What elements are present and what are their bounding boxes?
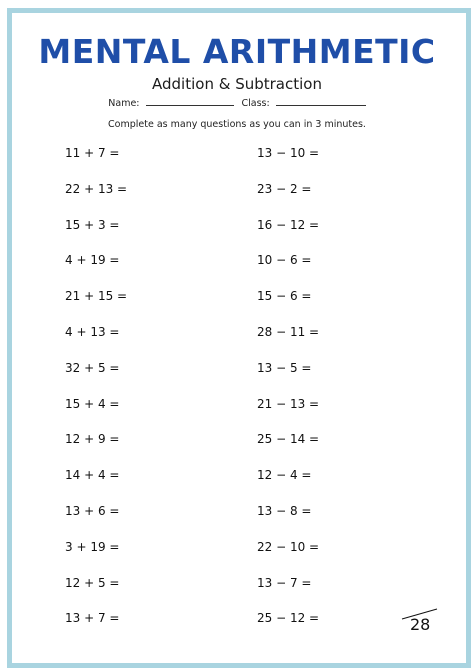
name-blank[interactable] (146, 96, 234, 106)
score-box (400, 603, 440, 635)
question: 14 + 4 = (65, 468, 120, 483)
question: 23 − 2 = (257, 181, 312, 196)
question: 12 − 4 = (257, 468, 312, 483)
question: 13 + 7 = (65, 611, 120, 626)
instructions: Complete as many questions as you can in 3 minutes. (108, 119, 366, 130)
score-total: 28 (410, 615, 431, 634)
question: 13 − 7 = (257, 575, 312, 590)
question: 25 − 14 = (257, 432, 320, 447)
class-label: Class: (241, 98, 270, 109)
addition-column (65, 141, 225, 642)
question: 13 + 6 = (65, 503, 120, 518)
question: 25 − 12 = (257, 611, 320, 626)
question: 32 + 5 = (65, 360, 120, 375)
question: 13 − 5 = (257, 360, 312, 375)
question: 21 + 15 = (65, 289, 128, 304)
name-label: Name: (108, 98, 140, 109)
question: 28 − 11 = (257, 324, 320, 339)
question: 11 + 7 = (65, 146, 120, 160)
question: 21 − 13 = (257, 396, 320, 411)
question: 15 + 4 = (65, 396, 120, 411)
question: 22 − 10 = (257, 539, 320, 554)
question: 13 − 10 = (257, 146, 320, 160)
question: 16 − 12 = (257, 217, 320, 232)
question: 4 + 19 = (65, 253, 120, 268)
worksheet-subtitle: Addition & Subtraction (152, 75, 322, 93)
class-blank[interactable] (276, 96, 366, 106)
question: 4 + 13 = (65, 324, 120, 339)
question: 13 − 8 = (257, 503, 312, 518)
question: 10 − 6 = (257, 253, 312, 268)
name-class-line (0, 96, 474, 111)
question: 12 + 9 = (65, 432, 120, 447)
subtraction-column (257, 141, 417, 642)
question: 12 + 5 = (65, 575, 120, 590)
question: 22 + 13 = (65, 181, 128, 196)
question: 3 + 19 = (65, 539, 120, 554)
question: 15 − 6 = (257, 289, 312, 304)
question: 15 + 3 = (65, 217, 120, 232)
worksheet-title: MENTAL ARITHMETIC (38, 32, 436, 71)
